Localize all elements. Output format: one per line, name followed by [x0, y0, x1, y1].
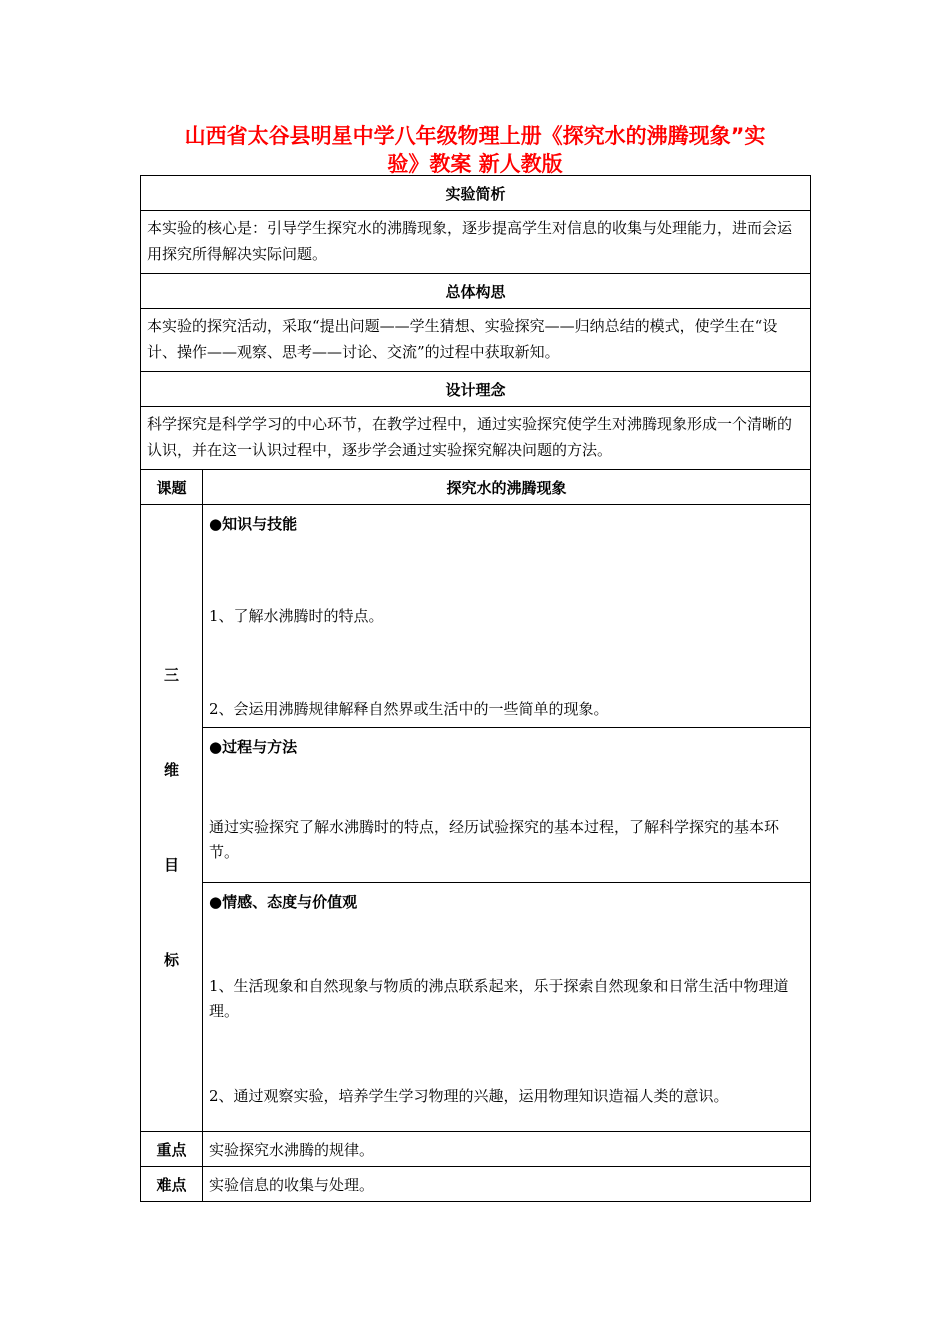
- document-title: [140, 122, 810, 178]
- objectives-label: [141, 505, 203, 1132]
- objectives-char-4: 标: [163, 951, 179, 969]
- lesson-plan-table: [140, 175, 811, 1202]
- knowledge-title: ●知识与技能: [209, 515, 298, 533]
- emotion-section: [203, 883, 811, 1132]
- design-header: 设计理念: [141, 372, 811, 407]
- difficulty-value: 实验信息的收集与处理。: [203, 1167, 811, 1202]
- topic-label: 课题: [141, 470, 203, 505]
- topic-value: 探究水的沸腾现象: [203, 470, 811, 505]
- knowledge-section: [203, 505, 811, 728]
- emotion-item-1: 1、生活现象和自然现象与物质的沸点联系起来，乐于探索自然现象和日常生活中物理道理。: [209, 977, 789, 1020]
- knowledge-item-2: 2、会运用沸腾规律解释自然界或生活中的一些简单的现象。: [209, 700, 609, 718]
- process-section: [203, 728, 811, 883]
- knowledge-item-1: 1、了解水沸腾时的特点。: [209, 607, 384, 625]
- title-line-1: 山西省太谷县明星中学八年级物理上册《探究水的沸腾现象”实: [184, 124, 766, 148]
- summary-header: 实验简析: [141, 176, 811, 211]
- objectives-char-1: 三: [163, 666, 179, 684]
- concept-header: 总体构思: [141, 274, 811, 309]
- difficulty-label: 难点: [141, 1167, 203, 1202]
- design-text: 科学探究是科学学习的中心环节，在教学过程中，通过实验探究使学生对沸腾现象形成一个清晰的认识，并在这一认识过程中，逐步学会通过实验探究解决问题的方法。: [141, 407, 811, 470]
- key-point-label: 重点: [141, 1132, 203, 1167]
- concept-text: 本实验的探究活动，采取“提出问题——学生猜想、实验探究——归纳总结的模式，使学生在“设计、操作——观察、思考——讨论、交流”的过程中获取新知。: [141, 309, 811, 372]
- title-line-2: 验》教案 新人教版: [387, 152, 563, 176]
- process-text: 通过实验探究了解水沸腾时的特点，经历试验探究的基本过程，了解科学探究的基本环节。: [209, 818, 780, 861]
- process-title: ●过程与方法: [209, 738, 298, 756]
- emotion-title: ●情感、态度与价值观: [209, 893, 358, 911]
- summary-text: 本实验的核心是：引导学生探究水的沸腾现象，逐步提高学生对信息的收集与处理能力，进而会运用探究所得解决实际问题。: [141, 211, 811, 274]
- objectives-char-2: 维: [163, 761, 179, 779]
- key-point-value: 实验探究水沸腾的规律。: [203, 1132, 811, 1167]
- objectives-char-3: 目: [163, 856, 179, 874]
- emotion-item-2: 2、通过观察实验，培养学生学习物理的兴趣，运用物理知识造福人类的意识。: [209, 1087, 729, 1105]
